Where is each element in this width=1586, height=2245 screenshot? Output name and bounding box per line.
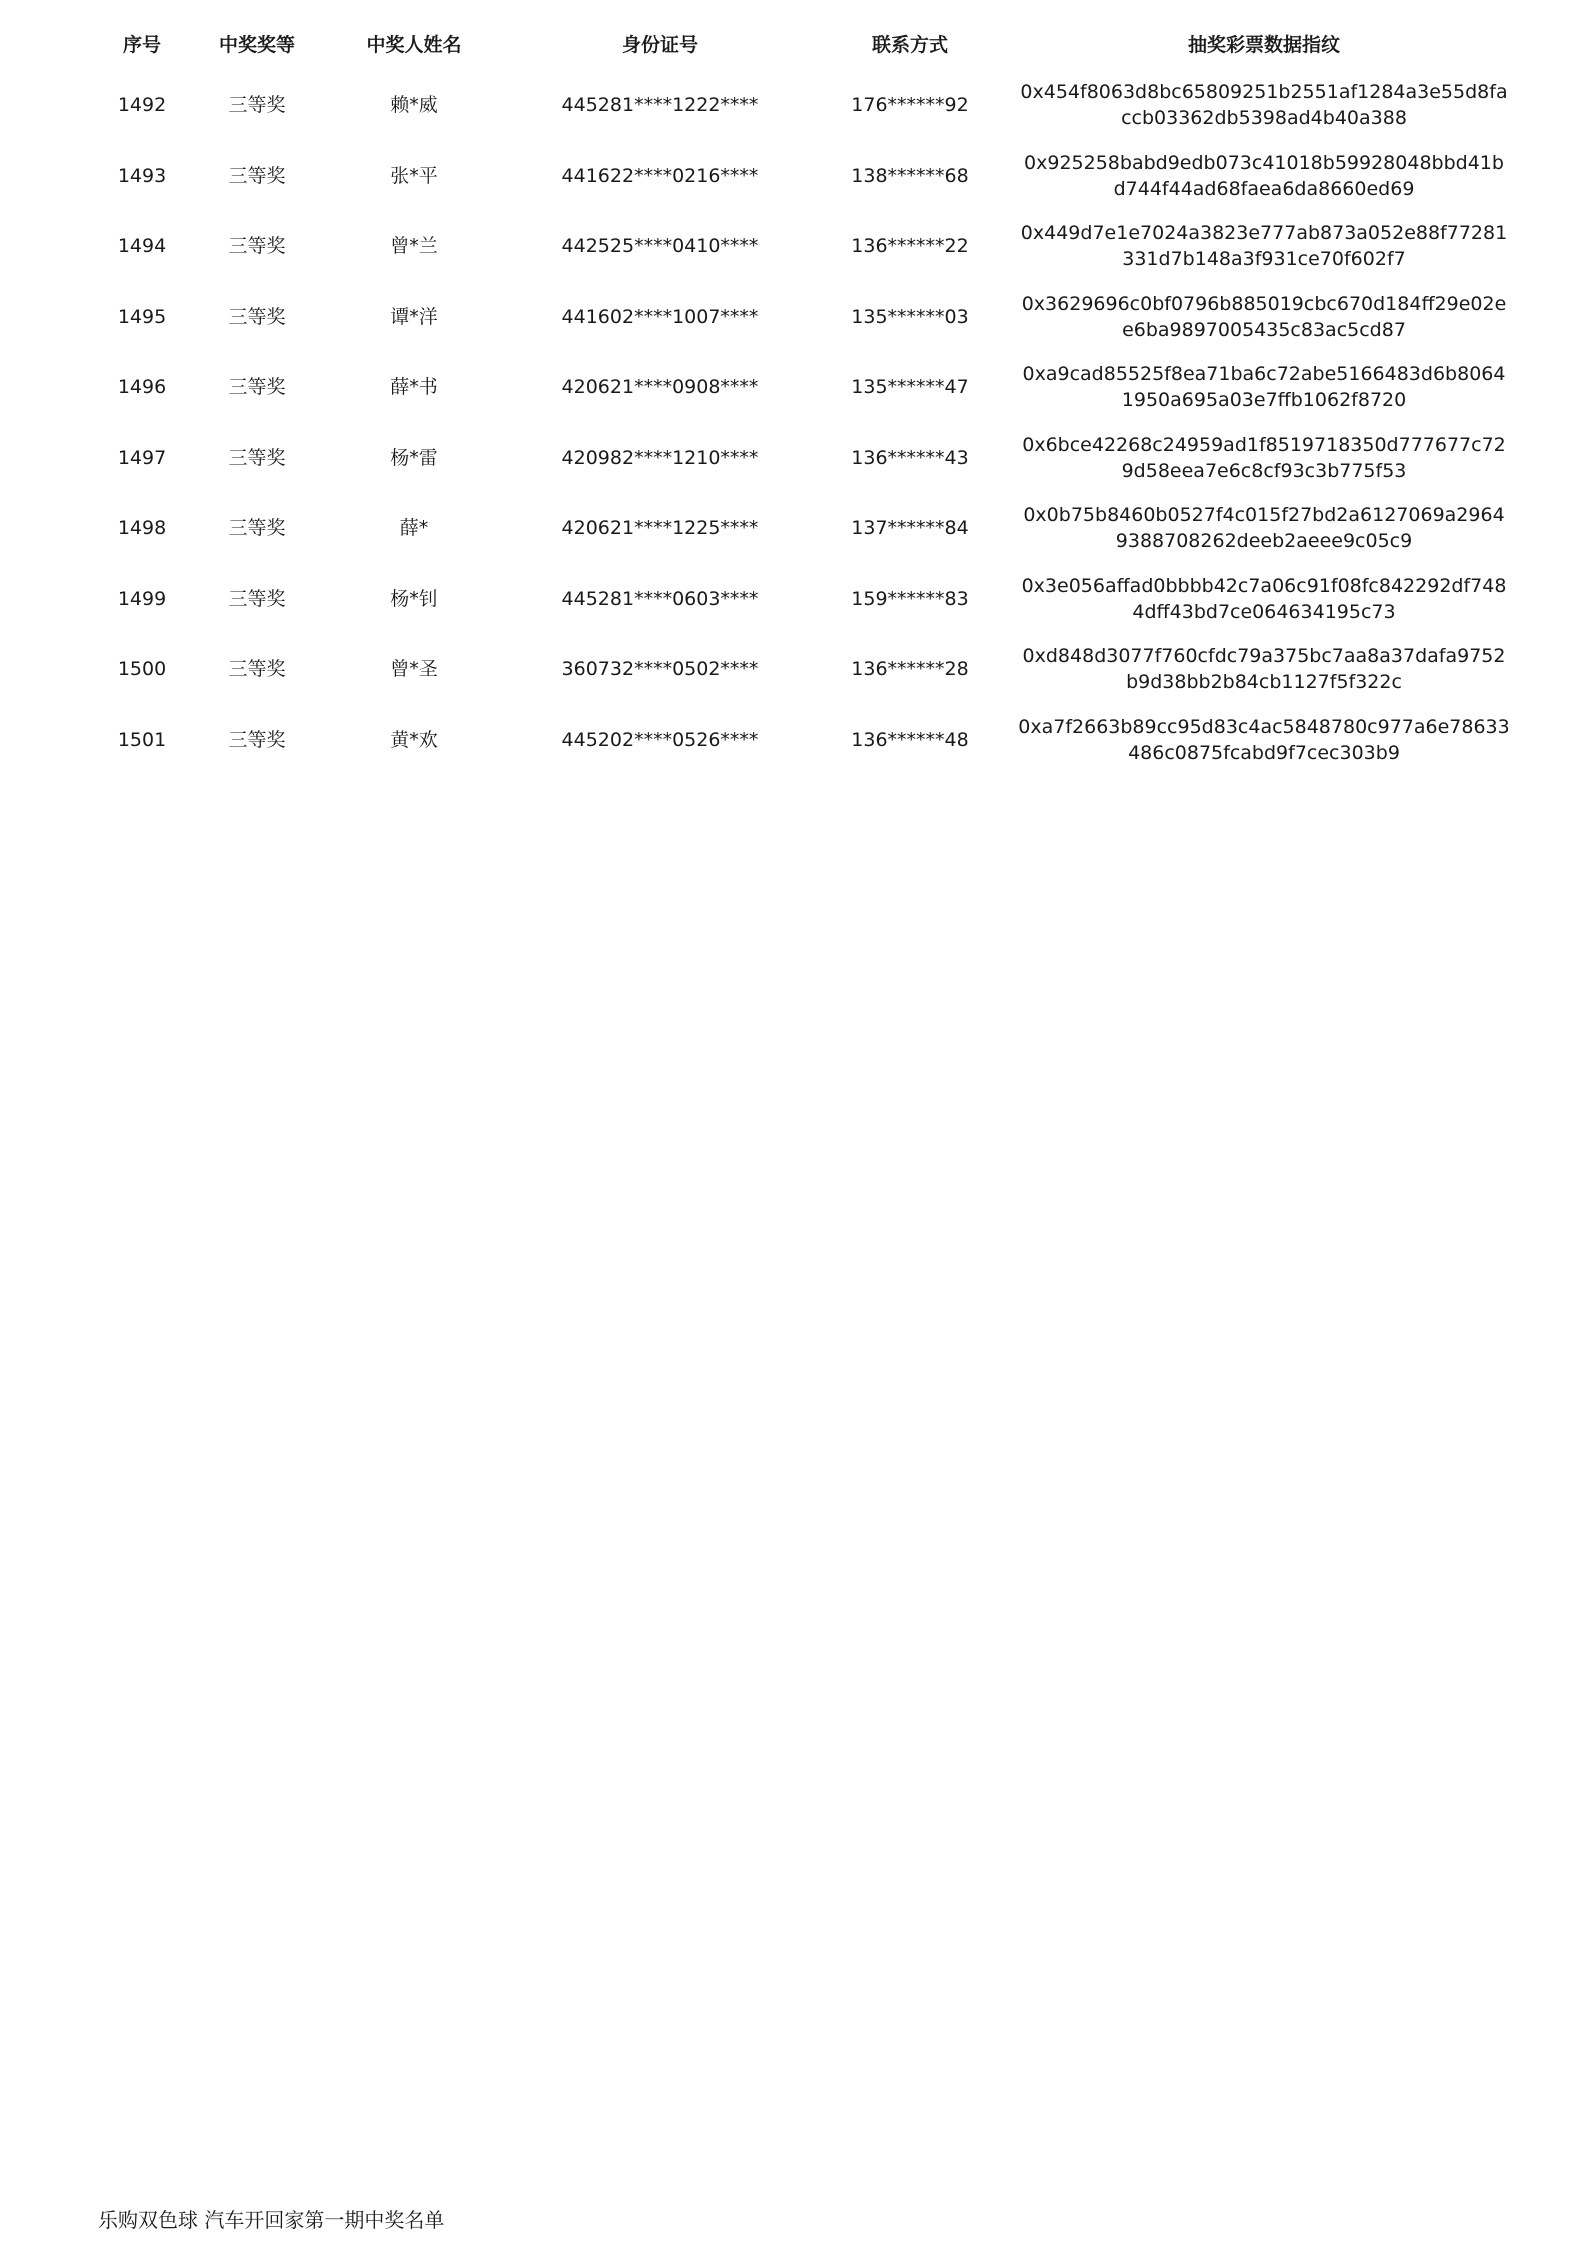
header-winner-name: 中奖人姓名 [366, 34, 462, 56]
id-number-cell: 420621****0908**** [561, 376, 759, 399]
ticket-fingerprint-cell [998, 705, 1530, 776]
contact-cell: 176******92 [851, 94, 969, 117]
fingerprint-line-2: ccb03362db5398ad4b40a388 [1121, 107, 1407, 130]
seq-cell: 1498 [117, 517, 167, 540]
winner-name-cell: 赖*威 [390, 94, 438, 117]
winner-name-cell: 曾*兰 [390, 235, 438, 258]
table-row [100, 564, 1530, 635]
fingerprint-line-2: 9d58eea7e6c8cf93c3b775f53 [1121, 459, 1407, 482]
fingerprint-line-2: e6ba9897005435c83ac5cd87 [1122, 318, 1406, 341]
ticket-fingerprint-cell [998, 493, 1530, 564]
fingerprint-line-2: 331d7b148a3f931ce70f602f7 [1122, 248, 1406, 271]
prize-level-cell: 三等奖 [228, 728, 286, 751]
contact-cell: 136******43 [851, 446, 969, 469]
contact-cell: 138******68 [851, 164, 969, 187]
fingerprint-line-2: 9388708262deeb2aeee9c05c9 [1115, 530, 1413, 553]
header-prize-level: 中奖奖等 [218, 34, 295, 56]
table-row [100, 423, 1530, 494]
table-row [100, 141, 1530, 212]
fingerprint-line-1: 0xd848d3077f760cfdc79a375bc7aa8a37dafa9752 [1022, 645, 1506, 668]
winner-name-cell: 张*平 [390, 164, 438, 187]
table-row [100, 211, 1530, 282]
fingerprint-line-2: b9d38bb2b84cb1127f5f322c [1126, 671, 1402, 694]
contact-cell: 159******83 [851, 587, 969, 610]
seq-cell: 1492 [117, 94, 167, 117]
seq-cell: 1495 [117, 305, 167, 328]
table-row [100, 493, 1530, 564]
prize-level-cell: 三等奖 [228, 587, 286, 610]
contact-cell: 136******22 [851, 235, 969, 258]
page-footer: 乐购双色球 汽车开回家第一期中奖名单 [98, 2208, 445, 2232]
ticket-fingerprint-cell [998, 564, 1530, 635]
winners-table [100, 20, 1530, 775]
fingerprint-line-1: 0x454f8063d8bc65809251b2551af1284a3e55d8fa [1020, 81, 1508, 104]
prize-level-cell: 三等奖 [228, 305, 286, 328]
contact-cell: 135******47 [851, 376, 969, 399]
seq-cell: 1499 [117, 587, 167, 610]
fingerprint-line-1: 0x3e056affad0bbbb42c7a06c91f08fc842292df748 [1021, 574, 1507, 597]
id-number-cell: 420621****1225**** [561, 517, 759, 540]
fingerprint-line-1: 0x6bce42268c24959ad1f8519718350d777677c72 [1022, 433, 1506, 456]
fingerprint-line-2: d744f44ad68faea6da8660ed69 [1113, 177, 1415, 200]
fingerprint-line-1: 0x3629696c0bf0796b885019cbc670d184ff29e02e [1021, 292, 1507, 315]
id-number-cell: 441622****0216**** [561, 164, 759, 187]
prize-level-cell: 三等奖 [228, 446, 286, 469]
prize-level-cell: 三等奖 [228, 94, 286, 117]
fingerprint-line-1: 0x925258babd9edb073c41018b59928048bbd41b [1024, 151, 1504, 174]
ticket-fingerprint-cell [998, 634, 1530, 705]
ticket-fingerprint-cell [998, 70, 1530, 141]
winner-name-cell: 薛* [399, 517, 429, 540]
prize-level-cell: 三等奖 [228, 517, 286, 540]
id-number-cell: 420982****1210**** [561, 446, 759, 469]
ticket-fingerprint-cell [998, 211, 1530, 282]
fingerprint-line-1: 0x449d7e1e7024a3823e777ab873a052e88f77281 [1020, 222, 1508, 245]
id-number-cell: 445202****0526**** [561, 728, 759, 751]
ticket-fingerprint-cell [998, 282, 1530, 353]
table-row [100, 352, 1530, 423]
table-row [100, 705, 1530, 776]
ticket-fingerprint-cell [998, 423, 1530, 494]
winner-name-cell: 曾*圣 [390, 658, 438, 681]
id-number-cell: 445281****0603**** [561, 587, 759, 610]
contact-cell: 136******28 [851, 658, 969, 681]
table-body [100, 70, 1530, 775]
winner-name-cell: 薛*书 [390, 376, 438, 399]
winner-name-cell: 黄*欢 [390, 728, 438, 751]
header-seq: 序号 [122, 34, 161, 56]
fingerprint-line-1: 0x0b75b8460b0527f4c015f27bd2a6127069a2964 [1023, 504, 1505, 527]
seq-cell: 1500 [117, 658, 167, 681]
table-row [100, 282, 1530, 353]
header-id-number: 身份证号 [621, 34, 698, 56]
seq-cell: 1496 [117, 376, 167, 399]
id-number-cell: 441602****1007**** [561, 305, 759, 328]
fingerprint-line-1: 0xa7f2663b89cc95d83c4ac5848780c977a6e78633 [1018, 715, 1510, 738]
header-ticket-fingerprint: 抽奖彩票数据指纹 [1187, 34, 1340, 56]
id-number-cell: 442525****0410**** [561, 235, 759, 258]
prize-level-cell: 三等奖 [228, 235, 286, 258]
ticket-fingerprint-cell [998, 141, 1530, 212]
seq-cell: 1501 [117, 728, 167, 751]
winner-name-cell: 杨*钊 [390, 587, 438, 610]
seq-cell: 1493 [117, 164, 167, 187]
id-number-cell: 360732****0502**** [561, 658, 759, 681]
id-number-cell: 445281****1222**** [561, 94, 759, 117]
contact-cell: 135******03 [851, 305, 969, 328]
seq-cell: 1497 [117, 446, 167, 469]
contact-cell: 136******48 [851, 728, 969, 751]
winner-name-cell: 杨*雷 [390, 446, 438, 469]
table-header-row [100, 20, 1530, 70]
contact-cell: 137******84 [851, 517, 969, 540]
table-row [100, 634, 1530, 705]
fingerprint-line-2: 4dff43bd7ce064634195c73 [1132, 600, 1396, 623]
prize-level-cell: 三等奖 [228, 164, 286, 187]
ticket-fingerprint-cell [998, 352, 1530, 423]
fingerprint-line-2: 1950a695a03e7ffb1062f8720 [1121, 389, 1407, 412]
prize-level-cell: 三等奖 [228, 658, 286, 681]
winner-name-cell: 谭*洋 [390, 305, 438, 328]
table-row [100, 70, 1530, 141]
header-contact: 联系方式 [871, 34, 948, 56]
fingerprint-line-2: 486c0875fcabd9f7cec303b9 [1128, 741, 1400, 764]
fingerprint-line-1: 0xa9cad85525f8ea71ba6c72abe5166483d6b8064 [1022, 363, 1506, 386]
prize-level-cell: 三等奖 [228, 376, 286, 399]
seq-cell: 1494 [117, 235, 167, 258]
